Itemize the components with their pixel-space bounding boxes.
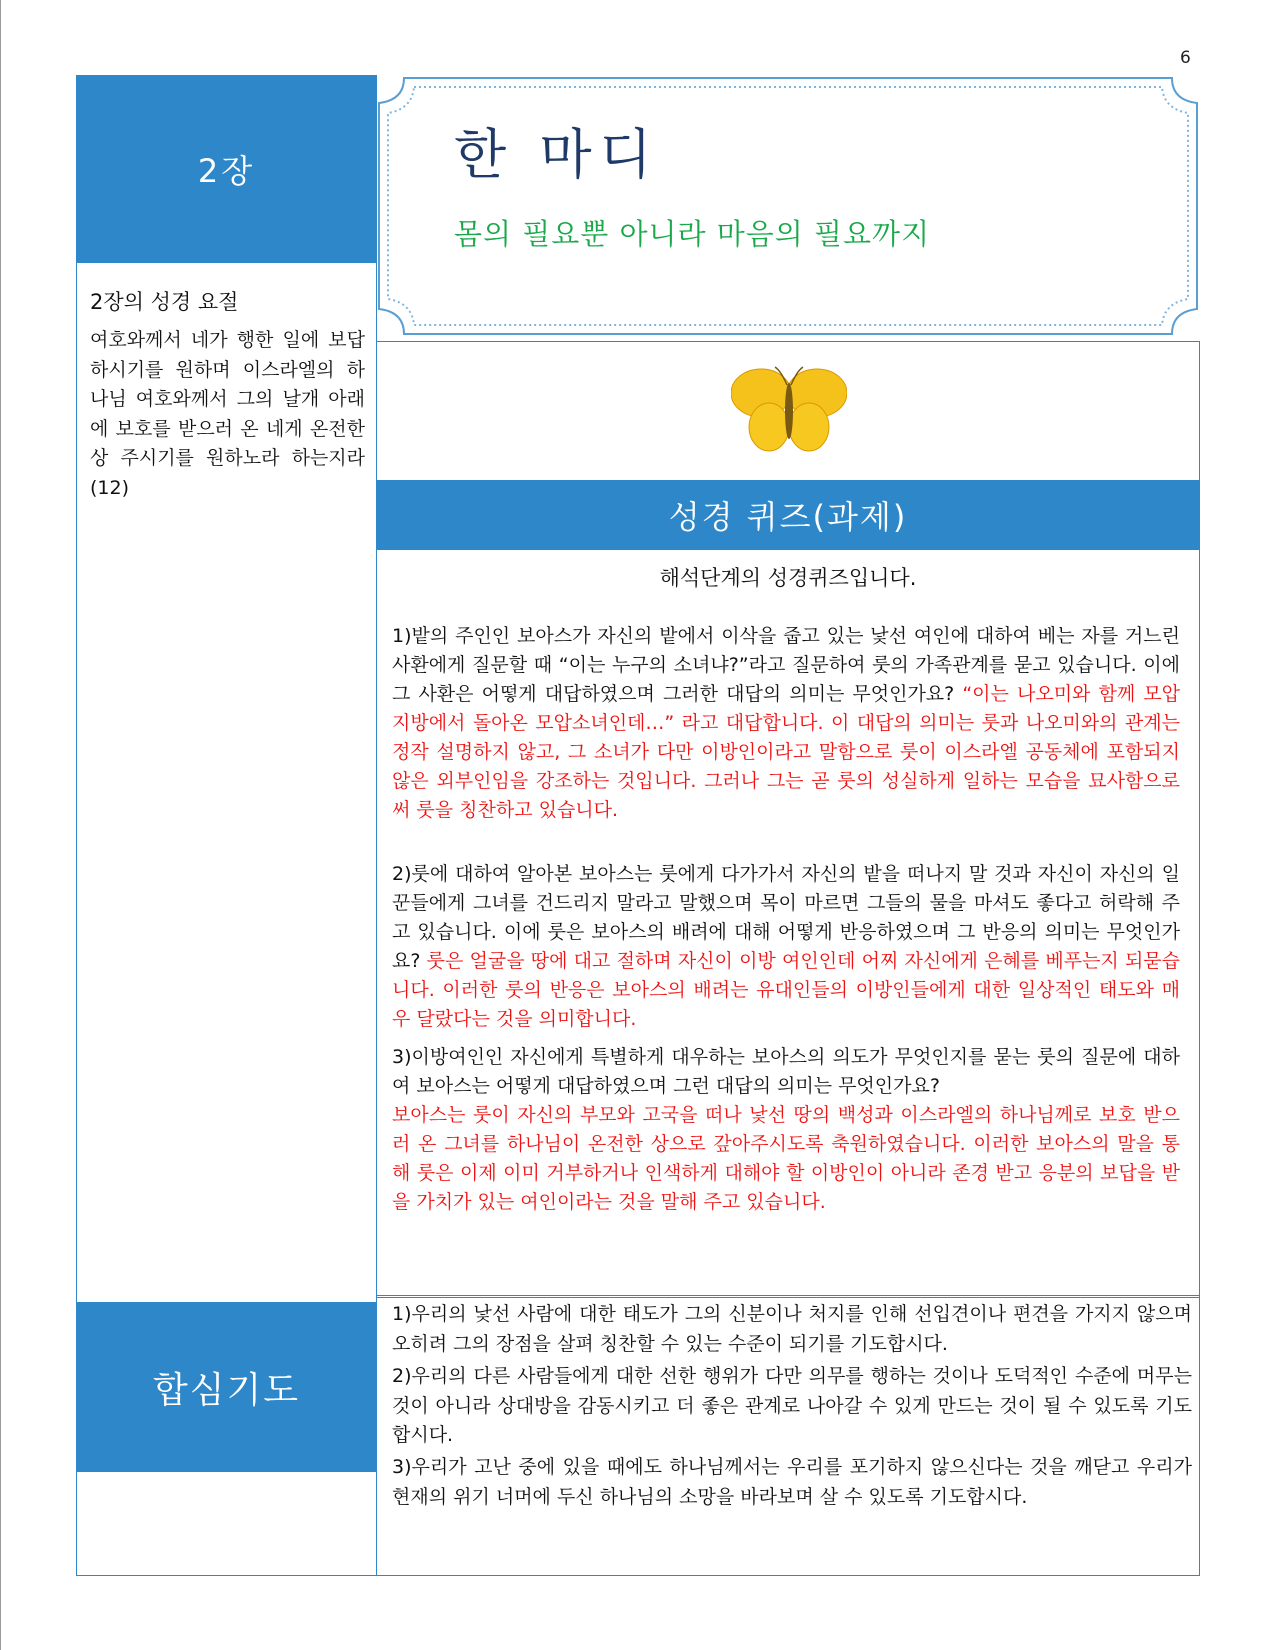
prayer-item-2: 2)우리의 다른 사람들에게 대한 선한 행위가 다만 의무를 행하는 것이나 도덕적인 수준에 머무는 것이 아니라 상대방을 감동시키고 더 좋은 관계로 나아갈 수 있게 만드는 것이 될 수 있도록 기도합시다.	[392, 1365, 1192, 1446]
quiz-item-1	[392, 622, 1180, 825]
header-subtitle: 몸의 필요뿐 아니라 마음의 필요까지	[454, 217, 931, 251]
butterfly-image	[731, 365, 847, 453]
quiz-question-3: 3)이방여인인 자신에게 특별하게 대우하는 보아스의 의도가 무엇인지를 묻는 룻의 질문에 대하여 보아스는 어떻게 대답하였으며 그런 대답의 의미는 무엇인가요?	[392, 1046, 1180, 1097]
quiz-header-bar	[376, 480, 1200, 550]
quiz-question-2: 2)룻에 대하여 알아본 보아스는 룻에게 다가가서 자신의 밭을 떠나지 말 것과 자신이 자신의 일꾼들에게 그녀를 건드리지 말라고 말했으며 목이 마르면 그들의 물을 마셔도 좋다고 허락해 주고 있습니다. 이에 룻은 보아스의 배려에 대해 어떻게 반응하였으며 그 반응의 의미는 무엇인가요?	[392, 863, 1180, 972]
quiz-title: 성경 퀴즈(과제)	[668, 498, 908, 536]
quiz-answer-3: 보아스는 룻이 자신의 부모와 고국을 떠나 낯선 땅의 백성과 이스라엘의 하나님께로 보호 받으러 온 그녀를 하나님이 온전한 상으로 갚아주시도록 축원하였습니다. 이러한 보아스의 말을 통해 룻은 이제 이미 거부하거나 인색하게 대해야 할 이방인이 아니라 존경 받고 응분의 보답을 받을 가치가 있는 여인이라는 것을 말해 주고 있습니다.	[392, 1104, 1180, 1213]
chapter-block	[76, 75, 377, 263]
quiz-item-3	[392, 1043, 1180, 1217]
verse-summary	[90, 286, 365, 503]
header-title: 한 마디	[454, 123, 660, 186]
quiz-item-2	[392, 860, 1180, 1034]
page-edge-line	[0, 0, 1, 1650]
summary-title: 2장의 성경 요절	[90, 290, 239, 314]
quiz-answer-2: 룻은 얼굴을 땅에 대고 절하며 자신이 이방 여인인데 어찌 자신에게 은혜를 베푸는지 되묻습니다. 이러한 룻의 반응은 보아스의 배려는 유대인들의 이방인들에게 대한 일상적인 태도와 매우 달랐다는 것을 의미합니다.	[392, 950, 1181, 1030]
chapter-title: 2장	[197, 152, 256, 190]
prayer-block	[76, 1302, 377, 1472]
summary-text: 여호와께서 네가 행한 일에 보답하시기를 원하며 이스라엘의 하나님 여호와께서 그의 날개 아래에 보호를 받으러 온 네게 온전한 상 주시기를 원하노라 하는지라(12)	[90, 329, 365, 499]
quiz-answer-1: “이는 나오미와 함께 모압 지방에서 돌아온 모압소녀인데…” 라고 대답합니다. 이 대답의 의미는 룻과 나오미와의 관계는 정작 설명하지 않고, 그 소녀가 다만 이방인이라고 말함으로 룻이 이스라엘 공동체에 포함되지 않은 외부인임을 강조하는 것입니다. 그러나 그는 곧 룻의 성실하게 일하는 모습을 묘사함으로써 룻을 칭찬하고 있습니다.	[392, 683, 1180, 821]
prayer-title: 합심기도	[152, 1369, 301, 1411]
quiz-question-1: 1)밭의 주인인 보아스가 자신의 밭에서 이삭을 줍고 있는 낯선 여인에 대하여 베는 자를 거느린 사환에게 질문할 때 “이는 누구의 소녀냐?”라고 질문하여 룻의 가족관계를 묻고 있습니다. 이에 그 사환은 어떻게 대답하였으며 그러한 대답의 의미는 무엇인가요?	[392, 625, 1180, 705]
prayer-item-3: 3)우리가 고난 중에 있을 때에도 하나님께서는 우리를 포기하지 않으신다는 것을 깨닫고 우리가 현재의 위기 너머에 두신 하나님의 소망을 바라보며 살 수 있도록 기도합시다.	[392, 1456, 1192, 1508]
quiz-intro: 해석단계의 성경퀴즈입니다.	[659, 566, 917, 590]
prayer-item-1: 1)우리의 낯선 사람에 대한 태도가 그의 신분이나 처지를 인해 선입견이나 편견을 가지지 않으며 오히려 그의 장점을 살펴 칭찬할 수 있는 수준이 되기를 기도합시다.	[392, 1303, 1192, 1355]
page-number: 6	[1180, 48, 1191, 68]
